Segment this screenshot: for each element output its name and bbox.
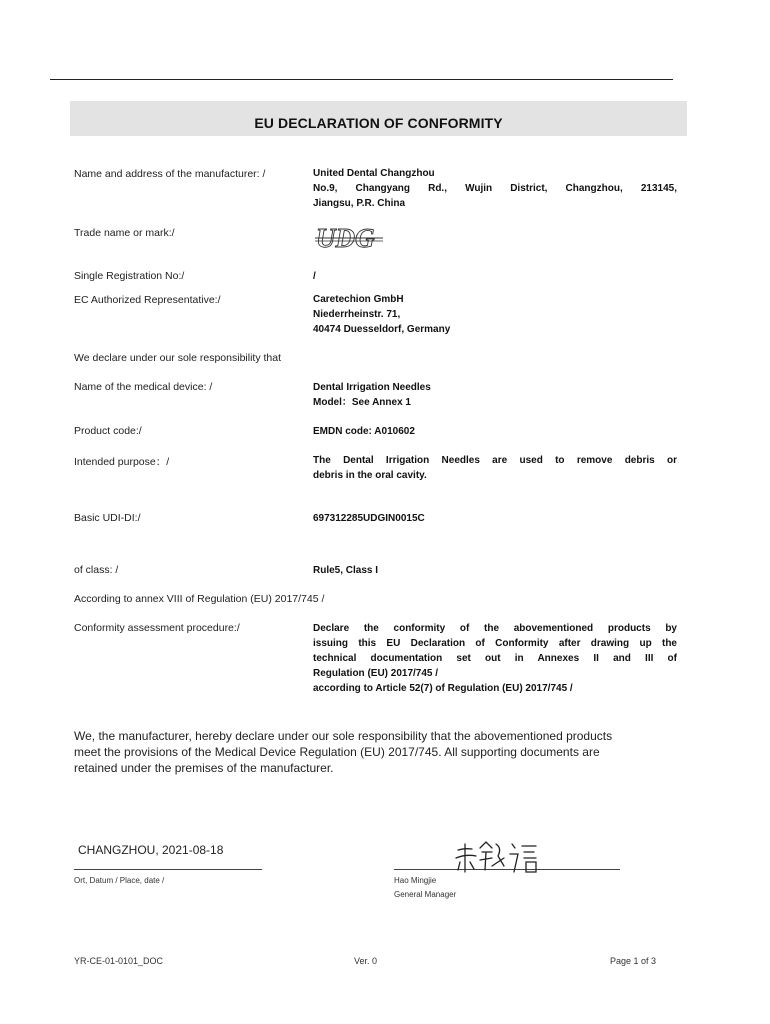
procedure-line2: issuing this EU Declaration of Conformity after drawing up the — [313, 638, 677, 649]
device-name: Dental Irrigation Needles — [313, 382, 431, 393]
place-date: CHANGZHOU, 2021-08-18 — [78, 843, 224, 857]
footer-doc-id: YR-CE-01-0101_DOC — [74, 956, 164, 966]
class-text: Rule5, Class I — [313, 565, 379, 576]
manufacturer-name: United Dental Changzhou — [313, 168, 435, 179]
udg-logo — [313, 222, 385, 254]
procedure-line5: according to Article 52(7) of Regulation (EU) 2017/745 / — [313, 683, 573, 694]
manufacturer-label: Name and address of the manufacturer: / — [74, 168, 266, 180]
footer-version: Ver. 0 — [354, 956, 378, 966]
procedure-line1: Declare the conformity of the abovementioned products by — [313, 623, 677, 634]
class-label: of class: / — [74, 564, 119, 576]
declare-line: We declare under our sole responsibility that — [74, 352, 282, 364]
manufacturer-address-line1: No.9, Changyang Rd., Wujin District, Changzhou, 213145, — [313, 183, 677, 194]
manufacturer-value — [313, 166, 677, 211]
ec-rep-city: 40474 Duesseldorf, Germany — [313, 324, 451, 335]
statement-line2: meet the provisions of the Medical Device Regulation (EU) 2017/745. All supporting documents are — [74, 745, 600, 759]
place-date-caption: Ort, Datum / Place, date / — [74, 876, 165, 885]
ec-rep-label: EC Authorized Representative:/ — [74, 294, 221, 306]
device-model: Model：See Annex 1 — [313, 397, 411, 408]
top-rule — [50, 79, 673, 80]
procedure-label: Conformity assessment procedure:/ — [74, 622, 240, 634]
intended-purpose-value — [313, 453, 677, 483]
svg-text:UDG: UDG — [316, 223, 375, 253]
product-code-label: Product code:/ — [74, 425, 142, 437]
product-code-value — [313, 424, 677, 439]
statement-line1: We, the manufacturer, hereby declare under our sole responsibility that the abovementioned products — [74, 729, 613, 743]
annex-line: According to annex VIII of Regulation (EU) 2017/745 / — [74, 593, 325, 605]
device-label: Name of the medical device: / — [74, 381, 213, 393]
ec-rep-street: Niederrheinstr. 71, — [313, 309, 401, 320]
product-code-text: EMDN code: A010602 — [313, 426, 415, 437]
signatory-name: Hao Mingjie — [394, 876, 437, 885]
procedure-line3: technical documentation set out in Annexes II and III of — [313, 653, 677, 664]
trade-name-label: Trade name or mark:/ — [74, 227, 175, 239]
procedure-line4: Regulation (EU) 2017/745 / — [313, 668, 439, 679]
statement-line3: retained under the premises of the manufacturer. — [74, 761, 334, 775]
srn-value — [313, 269, 677, 284]
udi-label: Basic UDI-DI:/ — [74, 512, 141, 524]
ec-rep-name: Caretechion GmbH — [313, 294, 404, 305]
signatory-title: General Manager — [394, 890, 457, 899]
procedure-value — [313, 621, 677, 696]
manufacturer-statement — [74, 728, 674, 776]
intended-purpose-line1: The Dental Irrigation Needles are used to remove debris or — [313, 455, 677, 466]
ec-rep-value — [313, 292, 677, 337]
udi-value — [313, 511, 677, 526]
footer-page: Page 1 of 3 — [610, 956, 657, 966]
device-value — [313, 380, 677, 410]
intended-purpose-line2: debris in the oral cavity. — [313, 470, 427, 481]
page-title: EU DECLARATION OF CONFORMITY — [254, 115, 503, 131]
intended-purpose-label: Intended purpose：/ — [74, 456, 170, 468]
handwritten-signature — [452, 836, 552, 880]
srn-value-text: / — [313, 271, 316, 282]
place-date-line — [74, 869, 262, 870]
manufacturer-address-line2: Jiangsu, P.R. China — [313, 198, 406, 209]
class-value — [313, 563, 677, 578]
srn-label: Single Registration No:/ — [74, 270, 185, 282]
udi-text: 697312285UDGIN0015C — [313, 513, 425, 524]
